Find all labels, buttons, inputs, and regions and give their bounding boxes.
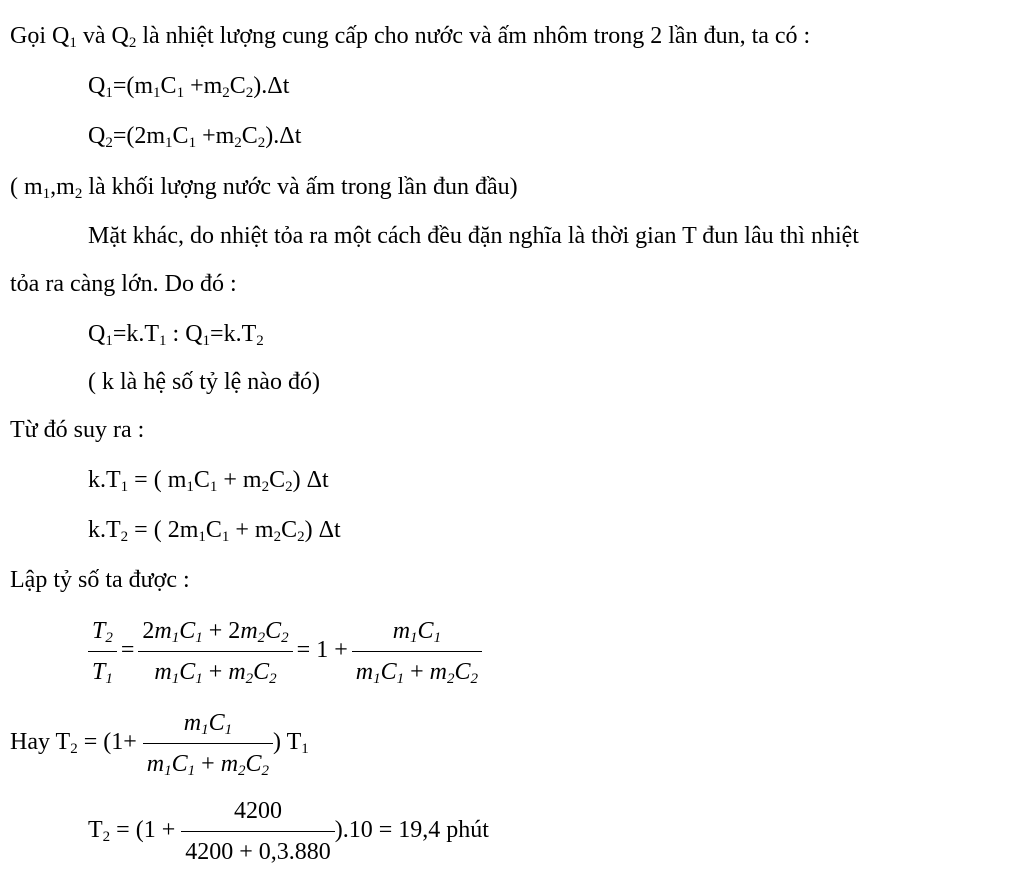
hay-equation: Hay $T_2 = (1+$ $\frac{m_1C_1}{m_1C_1 + m_2C_2}$ ) $T_1$ [10, 706, 309, 781]
fraction-t2-t1: $\frac{T_2}{T_1}$ [88, 614, 117, 689]
equation-q-kt: $Q_1=k.T_1$ : $Q_1=k.T_2$ [88, 321, 264, 349]
fraction-simplified: $\frac{m_1C_1}{m_1C_1 + m_2C_2}$ [352, 614, 482, 689]
final-numerator: 4200 [181, 794, 335, 832]
final-denominator: 4200 + 0,3.880 [185, 839, 331, 865]
equation-kt2: $k.T_2$ = ( $2m_1C_1 + m_2C_2$) Δt [88, 517, 341, 545]
final-result: ).10 = 19,4 phút [334, 817, 489, 844]
fraction-hay: $\frac{m_1C_1}{m_1C_1 + m_2C_2}$ [143, 706, 273, 781]
equation-q1: $Q_1=(m_1C_1 +m_2C_2).\Delta t$ [88, 73, 290, 101]
k-note: ( k là hệ số tỷ lệ nào đó) [88, 369, 320, 395]
final-equation: $T_2 = (1$ + $\frac{4200}{4200 + 0,3.880}$ ).10 = 19,4 phút [88, 794, 489, 869]
fraction-expanded: $\frac{2m_1C_1 + 2m_2C_2}{m_1C_1 + m_2C_2}$ [138, 614, 292, 689]
paragraph-line-2: tỏa ra càng lớn. Do đó : [10, 271, 237, 297]
paragraph-line-1: Mặt khác, do nhiệt tỏa ra một cách đều đặn nghĩa là thời gian T đun lâu thì nhiệt [88, 223, 859, 249]
mass-note: ( $m_1,m_2$ là khối lượng nước và ấm trong lần đun đầu) [10, 174, 518, 202]
intro-line: Gọi $Q_1$ và $Q_2$ là nhiệt lượng cung cấp cho nước và ấm nhôm trong 2 lần đun, ta có : [10, 23, 811, 51]
derive-line: Từ đó suy ra : [10, 417, 145, 443]
ratio-intro: Lập tỷ số ta được : [10, 567, 190, 593]
equation-kt1: $k.T_1$ = ( $m_1C_1 + m_2C_2$) Δt [88, 467, 329, 495]
fraction-final [181, 794, 335, 869]
equation-q2: $Q_2=(2m_1C_1 +m_2C_2).\Delta t$ [88, 123, 302, 151]
ratio-equation: $\frac{T_2}{T_1}$ = $\frac{2m_1C_1 + 2m_2C_2}{m_1C_1 + m_2C_2}$ = 1 + $\frac{m_1C_1}{m_1C_1 + m_2C_2}$ [88, 614, 482, 689]
